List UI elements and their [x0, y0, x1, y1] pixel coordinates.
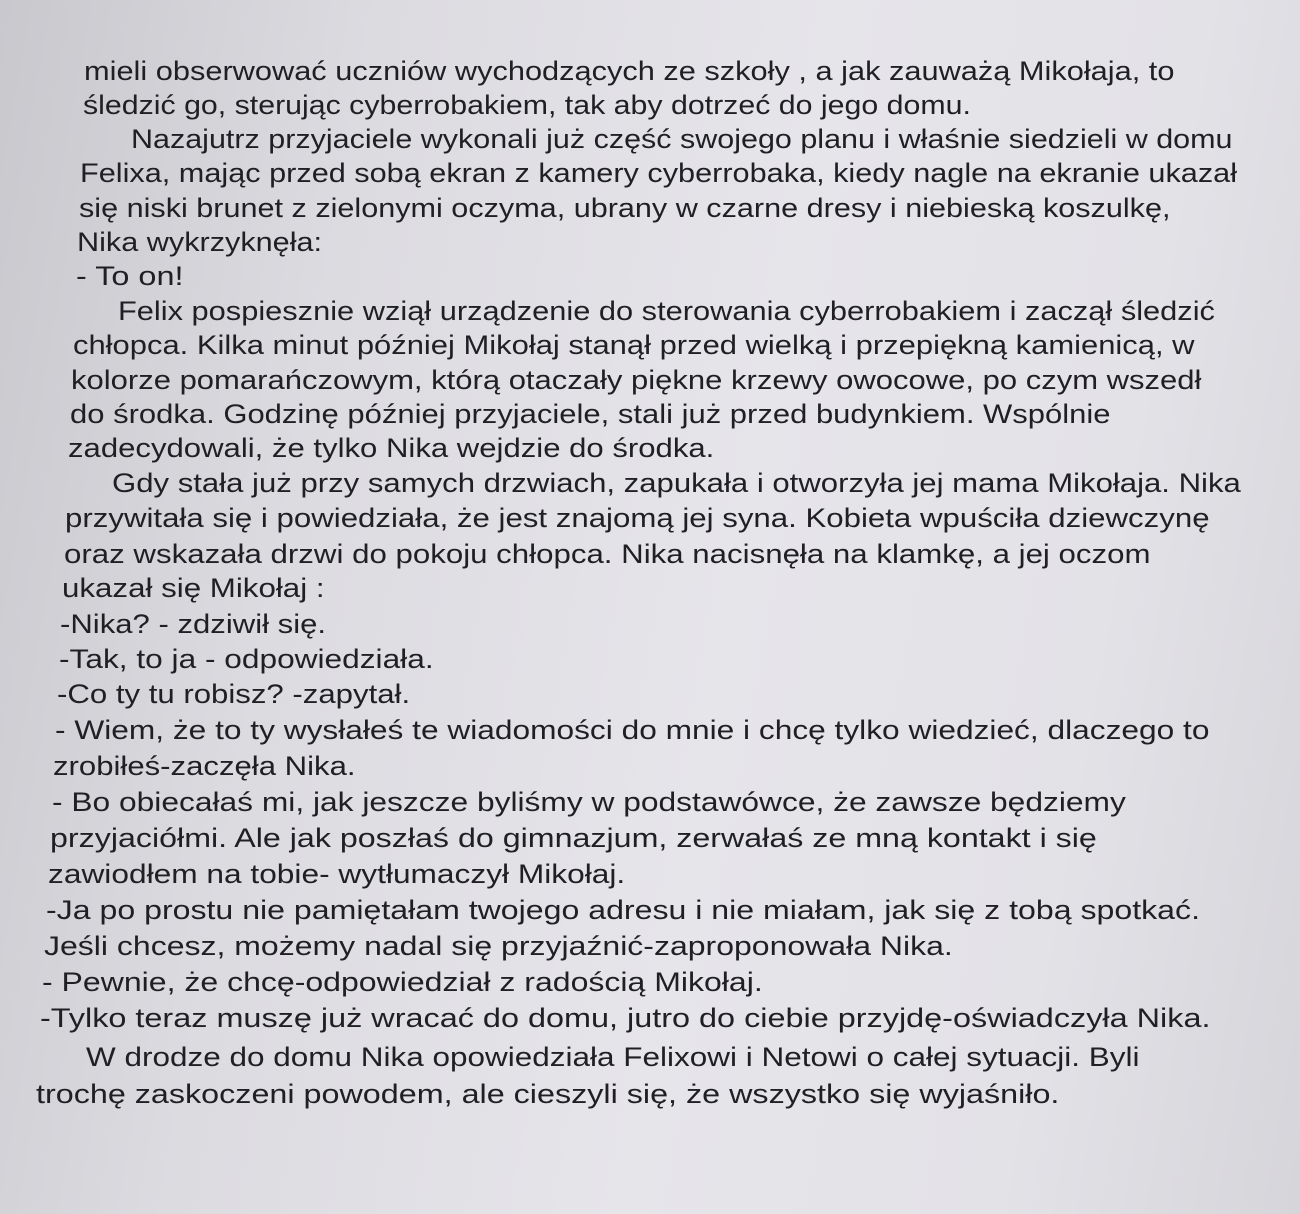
- text-line-7: - To on!: [76, 261, 184, 291]
- text-line-20: - Wiem, że to ty wysłałeś te wiadomości do mnie i chcę tylko wiedzieć, dlaczego to: [55, 715, 1210, 745]
- text-line-8: Felix pospiesznie wziął urządzenie do sterowania cyberrobakiem i zaczął śledzić: [118, 296, 1215, 326]
- text-line-9: chłopca. Kilka minut później Mikołaj stanął przed wielką i przepiękną kamienicą, w: [73, 330, 1195, 360]
- text-line-23: przyjaciółmi. Ale jak poszłaś do gimnazjum, zerwałaś ze mną kontakt i się: [50, 823, 1097, 853]
- text-line-13: Gdy stała już przy samych drzwiach, zapukała i otworzyła jej mama Mikołaja. Nika: [112, 468, 1241, 498]
- text-line-22: - Bo obiecałaś mi, jak jeszcze byliśmy w podstawówce, że zawsze będziemy: [52, 787, 1126, 817]
- text-line-1: mieli obserwować uczniów wychodzących ze szkoły , a jak zauważą Mikołaja, to: [84, 56, 1175, 86]
- text-line-18: -Tak, to ja - odpowiedziała.: [59, 644, 434, 674]
- text-line-5: się niski brunet z zielonymi oczyma, ubrany w czarne dresy i niebieską koszulkę,: [79, 193, 1171, 223]
- text-line-29: W drodze do domu Nika opowiedziała Felixowi i Netowi o całej sytuacji. Byli: [86, 1042, 1140, 1072]
- text-line-14: przywitała się i powiedziała, że jest znajomą jej syna. Kobieta wpuściła dziewczynę: [65, 503, 1210, 533]
- text-line-26: Jeśli chcesz, możemy nadal się przyjaźnić-zaproponowała Nika.: [44, 931, 953, 961]
- text-line-24: zawiodłem na tobie- wytłumaczył Mikołaj.: [48, 859, 626, 889]
- text-line-3: Nazajutrz przyjaciele wykonali już część swojego planu i właśnie siedzieli w domu: [131, 124, 1233, 154]
- text-line-30: trochę zaskoczeni powodem, ale cieszyli się, że wszystko się wyjaśniło.: [36, 1079, 1060, 1109]
- text-line-15: oraz wskazała drzwi do pokoju chłopca. Nika nacisnęła na klamkę, a jej oczom: [64, 539, 1151, 569]
- text-line-6: Nika wykrzyknęła:: [77, 227, 323, 257]
- text-line-28: -Tylko teraz muszę już wracać do domu, jutro do ciebie przyjdę-oświadczyła Nika.: [40, 1003, 1211, 1033]
- text-line-16: ukazał się Mikołaj :: [62, 573, 325, 603]
- text-line-21: zrobiłeś-zaczęła Nika.: [53, 751, 356, 781]
- text-line-11: do środka. Godzinę później przyjaciele, stali już przed budynkiem. Wspólnie: [70, 399, 1111, 429]
- text-line-2: śledzić go, sterując cyberrobakiem, tak aby dotrzeć do jego domu.: [83, 90, 971, 120]
- text-line-4: Felixa, mając przed sobą ekran z kamery cyberrobaka, kiedy nagle na ekranie ukazał: [80, 158, 1238, 188]
- text-line-19: -Co ty tu robisz? -zapytał.: [57, 679, 411, 709]
- text-line-10: kolorze pomarańczowym, którą otaczały piękne krzewy owocowe, po czym wszedł: [71, 365, 1202, 395]
- text-line-27: - Pewnie, że chcę-odpowiedział z radością Mikołaj.: [42, 967, 763, 997]
- text-line-25: -Ja po prostu nie pamiętałam twojego adresu i nie miałam, jak się z tobą spotkać.: [46, 895, 1200, 925]
- text-line-17: -Nika? - zdziwił się.: [60, 609, 327, 639]
- text-line-12: zadecydowali, że tylko Nika wejdzie do środka.: [68, 433, 715, 463]
